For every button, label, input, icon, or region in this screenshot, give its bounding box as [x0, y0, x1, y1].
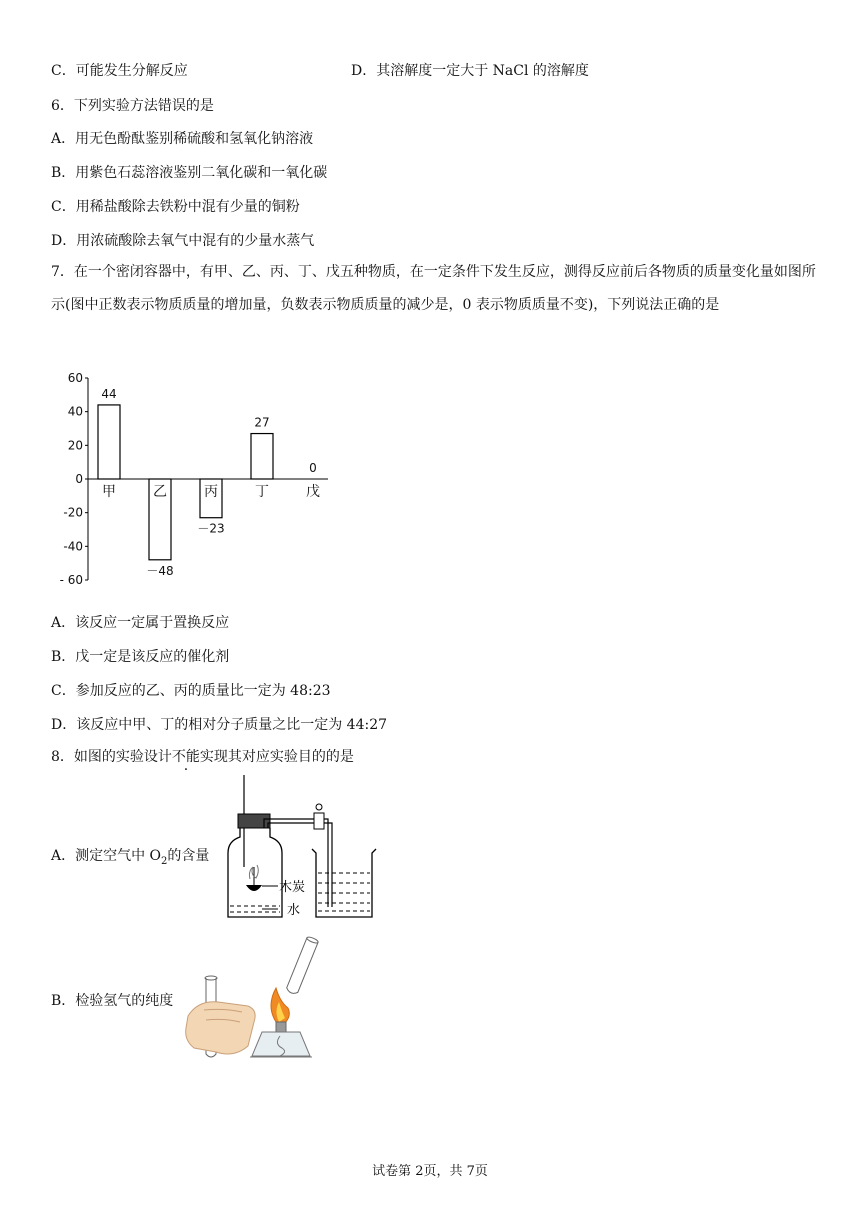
y-tick-label: 20 — [67, 438, 83, 453]
q6-option-a: A．用无色酚酞鉴别稀硫酸和氢氧化钠溶液 — [51, 131, 314, 147]
q8-option-a-subscript: 2 — [161, 855, 168, 867]
bar — [98, 405, 120, 479]
q8-option-a-suffix: 的含量 — [167, 848, 210, 864]
y-tick-label: 0 — [75, 472, 83, 486]
q5-option-d: D．其溶解度一定大于 NaCl 的溶解度 — [351, 63, 589, 79]
category-labels — [102, 484, 320, 500]
q7-option-d: D．该反应中甲、丁的相对分子质量之比一定为 44:27 — [51, 717, 388, 733]
y-tick-label: 60 — [67, 371, 83, 385]
q7-option-a: A．该反应一定属于置换反应 — [51, 615, 230, 631]
data-label: －48 — [146, 563, 174, 578]
q8-stem-emphasis: 不能 — [171, 749, 200, 765]
bar — [251, 434, 273, 479]
q5-option-c: C．可能发生分解反应 — [51, 63, 188, 79]
data-label: 27 — [254, 415, 270, 430]
mass-change-bar-chart — [52, 368, 342, 590]
data-label: 0 — [309, 461, 317, 475]
page-footer: 试卷第 2页，共 7页 — [372, 1164, 488, 1179]
category-label: 甲 — [102, 484, 116, 500]
bars — [98, 405, 273, 560]
water-label: 水 — [287, 903, 301, 918]
y-tick-label: -20 — [63, 505, 83, 520]
q6-option-b: B．用紫色石蕊溶液鉴别二氧化碳和一氧化碳 — [51, 165, 328, 181]
category-label: 丁 — [255, 484, 269, 500]
q7-option-b: B．戊一定是该反应的催化剂 — [51, 649, 230, 665]
data-label: 44 — [101, 386, 117, 401]
q8-stem — [51, 746, 354, 766]
q8-option-a — [51, 845, 209, 867]
charcoal-label: 木炭 — [279, 880, 306, 895]
q6-option-d: D．用浓硫酸除去氧气中混有的少量水蒸气 — [51, 233, 315, 249]
y-tick-label: - 60 — [59, 573, 83, 587]
category-label: 戊 — [306, 484, 320, 500]
q6-stem: 6．下列实验方法错误的是 — [51, 98, 214, 114]
y-tick-label: -40 — [63, 539, 83, 554]
q8-stem-suffix: 实现其对应实验目的的是 — [199, 749, 354, 765]
oxygen-content-apparatus-figure — [220, 775, 390, 923]
y-tick-label: 40 — [67, 404, 83, 419]
q8-option-a-prefix: A．测定空气中 O — [51, 848, 162, 864]
data-label: －23 — [197, 521, 225, 536]
q7-stem: 7．在一个密闭容器中，有甲、乙、丙、丁、戊五种物质，在一定条件下发生反应，测得反应前后各物质的质量变化量如图所示(图中正数表示物质质量的增加量，负数表示物质质量的减少是，0 表示物质质量不变)，下列说法正确的是 — [51, 264, 816, 313]
q8-option-b: B．检验氢气的纯度 — [51, 993, 174, 1009]
y-tick-labels — [60, 371, 83, 587]
hydrogen-purity-test-figure — [184, 936, 334, 1064]
category-label: 乙 — [153, 484, 167, 500]
category-label: 丙 — [204, 484, 218, 500]
q7-option-c: C．参加反应的乙、丙的质量比一定为 48:23 — [51, 683, 331, 699]
q8-stem-prefix: 8．如图的实验设计 — [51, 749, 172, 765]
q6-option-c: C．用稀盐酸除去铁粉中混有少量的铜粉 — [51, 199, 300, 215]
